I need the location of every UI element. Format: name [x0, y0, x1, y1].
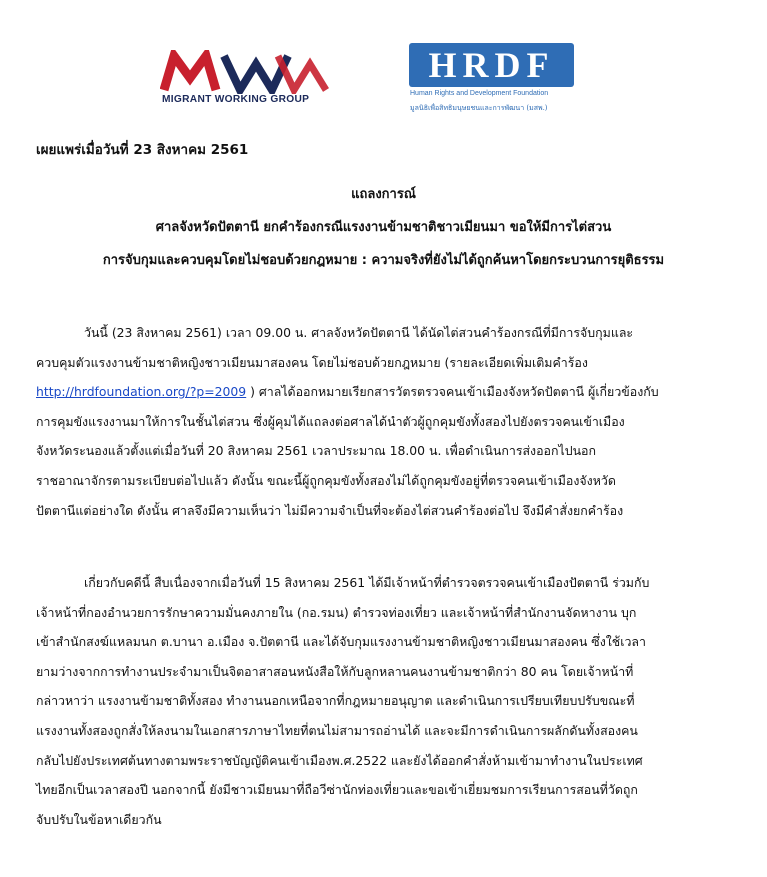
paragraph-1-line-text: ) ศาลได้ออกหมายเรียกสารวัตรตรวจคนเข้าเมืองจังหวัดปัตตานี ผู้เกี่ยวข้องกับ	[246, 384, 659, 400]
paragraph-1-line: การคุมขังแรงงานมาให้การในชั้นไต่สวน ซึ่งผู้คุมได้แถลงต่อศาลได้นำตัวผู้ถูกคุมขังทั้งสองไปยังตรวจคนเข้าเมือง	[36, 413, 625, 429]
release-date: เผยแพร่เมื่อวันที่ 23 สิงหาคม 2561	[36, 142, 249, 158]
paragraph-1-line: วันนี้ (23 สิงหาคม 2561) เวลา 09.00 น. ศาลจังหวัดปัตตานี ได้นัดไต่สวนคำร้องกรณีที่มีการจับกุมและ	[84, 325, 634, 340]
paragraph-1-line: ปัตตานีแต่อย่างใด ดังนั้น ศาลจึงมีความเห็นว่า ไม่มีความจำเป็นที่จะต้องไต่สวนคำร้องต่อไป จึงมีคำสั่งยกคำร้อง	[36, 502, 624, 518]
paragraph-1-line: จังหวัดระนองแล้วตั้งแต่เมื่อวันที่ 20 สิงหาคม 2561 เวลาประมาณ 18.00 น. เพื่อดำเนินการส่งออกไปนอก	[36, 443, 596, 459]
heading-line-1: แถลงการณ์	[351, 187, 416, 202]
paragraph-1-line: ควบคุมตัวแรงงานข้ามชาติหญิงชาวเมียนมาสองคน โดยไม่ชอบด้วยกฎหมาย (รายละเอียดเพิ่มเติมคำร้อง	[36, 354, 588, 370]
paragraph-1-line	[36, 377, 746, 407]
statement-heading	[0, 178, 767, 277]
hrdf-thai-name: มูลนิธิเพื่อสิทธิมนุษยชนและการพัฒนา (มสพ.)	[410, 104, 548, 112]
hrdf-logo	[396, 43, 588, 113]
paragraph-2-line: จับปรับในข้อหาเดียวกัน	[36, 811, 162, 827]
hrdf-english-name: Human Rights and Development Foundation	[410, 90, 549, 97]
paragraph-2-line: ไทยอีกเป็นเวลาสองปี นอกจากนี้ ยังมีชาวเมียนมาที่ถือวีซ่านักท่องเที่ยวและขอเข้าเยี่ยมชมการเรียนการสอนที่วัดถูก	[36, 782, 638, 798]
paragraph-2-line: กล่าวหาว่า แรงงานข้ามชาติทั้งสอง ทำงานนอกเหนือจากที่กฎหมายอนุญาต และดำเนินการเปรียบเทียบปรับขณะที่	[36, 693, 635, 709]
paragraph-2-line: เข้าสำนักสงฆ์แหลมนก ต.บานา อ.เมือง จ.ปัตตานี และได้จับกุมแรงงานข้ามชาติหญิงชาวเมียนมาสองคน ซึ่งใช้เวลา	[36, 634, 646, 650]
paragraph-1-line: ราชอาณาจักรตามระเบียบต่อไปแล้ว ดังนั้น ขณะนี้ผู้ถูกคุมขังทั้งสองไม่ได้ถูกคุมขังอยู่ที่ตรวจคนเข้าเมืองจังหวัด	[36, 472, 616, 488]
heading-line-2: ศาลจังหวัดปัตตานี ยกคำร้องกรณีแรงงานข้ามชาติชาวเมียนมา ขอให้มีการไต่สวน	[155, 220, 612, 235]
mwg-logo-mark	[160, 50, 332, 94]
paragraph-2-line: เจ้าหน้าที่กองอำนวยการรักษาความมั่นคงภายใน (กอ.รมน) ตำรวจท่องเที่ยว และเจ้าหน้าที่สำนักงานจัดหางาน บุก	[36, 604, 637, 620]
paragraph-2	[36, 568, 746, 834]
paragraph-2-line: กลับไปยังประเทศต้นทางตามพระราชบัญญัติคนเข้าเมืองพ.ศ.2522 และยังได้ออกคำสั่งห้ามเข้ามาทำงานในประเทศ	[36, 752, 643, 768]
mwg-logo	[160, 50, 332, 106]
paragraph-2-line: แรงงานทั้งสองถูกสั่งให้ลงนามในเอกสารภาษาไทยที่ตนไม่สามารถอ่านได้ และจะมีการดำเนินการผลักดันทั้งสองคน	[36, 722, 638, 738]
heading-line-3: การจับกุมและควบคุมโดยไม่ชอบด้วยกฎหมาย : ความจริงที่ยังไม่ได้ถูกค้นหาโดยกระบวนการยุติธรรม	[102, 253, 665, 268]
paragraph-2-line: เกี่ยวกับคดีนี้ สืบเนื่องจากเมื่อวันที่ 15 สิงหาคม 2561 ได้มีเจ้าหน้าที่ตำรวจตรวจคนเข้าเมืองปัตตานี ร่วมกับ	[84, 575, 650, 590]
mwg-logo-text: MIGRANT WORKING GROUP	[162, 94, 310, 105]
hrdf-logo-letters: HRDF	[428, 45, 555, 85]
paragraph-1	[36, 318, 746, 525]
mwg-m-letter	[164, 56, 216, 90]
hrdf-link[interactable]: http://hrdfoundation.org/?p=2009	[36, 384, 247, 400]
paragraph-2-line: ยามว่างจากการทำงานประจำมาเป็นจิตอาสาสอนหนังสือให้กับลูกหลานคนงานข้ามชาติกว่า 80 คน โดยเจ้าหน้าที่	[36, 663, 634, 679]
